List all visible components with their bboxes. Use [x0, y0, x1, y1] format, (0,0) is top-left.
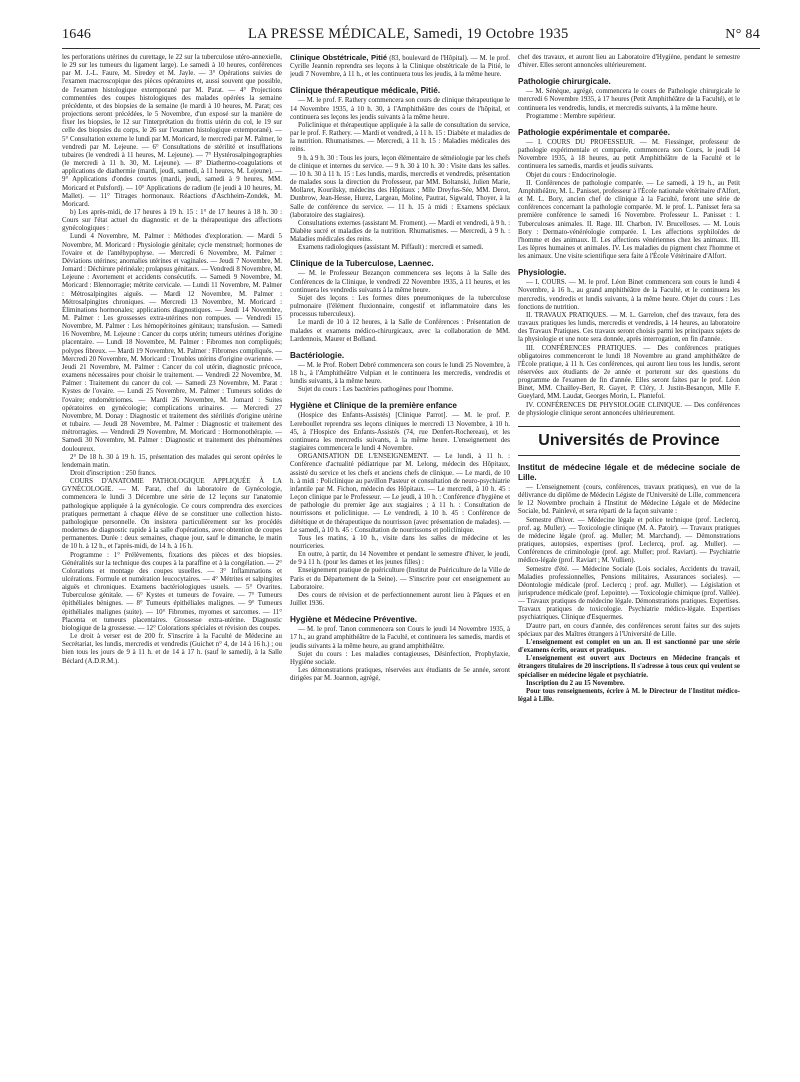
- section-title: Physiologie.: [518, 268, 567, 278]
- paragraph: ORGANISATION DE L'ENSEIGNEMENT. — Le lundi, à 11 h. : Conférence d'actualité pédiatrique par M. Lelong, médecin des Hôpitaux, assisté du service et les chefs et anciens chefs de clinique. — Le mardi, de 10 h. à midi : Policlinique au pavillon Pasteur et consultation de neuro-psychiatrie infantile par M. Fichon, médecin des Hôpitaux. — Le mercredi, à 10 h. 45 : Leçon clinique par le Professeur. — Le jeudi, à 10 h. : Conférence d'hygiène et de pathologie du premier âge aux stagiaires ; à 11 h. : Consultation de nourrissons et policlinique. — Le vendredi, à 10 h. 45 : Conférence de diététique et de thérapeutique du nourrisson (avec présentation de malades). — Le samedi, à 10 h. 45 : Consultation de nourrissons et policlinique.: [290, 453, 510, 534]
- section-divider: [518, 426, 740, 427]
- paragraph: — M. le prof. F. Rathery commencera son cours de clinique thérapeutique le 14 Novembre 1935, à 10 h. 30, à l'Amphithéâtre des cours de l'hôpital, et continuera ses leçons les jeudis suivants à la même heure.: [290, 97, 510, 121]
- paragraph: Sujet du cours : Les bactéries pathogènes pour l'homme.: [298, 386, 454, 394]
- paragraph: — I. COURS DU PROFESSEUR. — M. Fiessinger, professeur de pathologie expérimentale et comparée, commencera son Cours, le jeudi 14 Novembre 1935, à 18 heures, au petit Amphithéâtre de la Faculté et le continuera les samedis, mardis et jeudis suivants.: [518, 138, 740, 171]
- issue-number: N° 84: [725, 27, 760, 42]
- paragraph: — I. COURS. — M. le prof. Léon Binet commencera son cours le lundi 4 Novembre, à 16 h., au grand amphithéâtre de la Faculté, et le continuera les mercredis, vendredis et lundis suivants, à la même heure. Objet du cours : Les fonctions de nutrition.: [518, 279, 740, 311]
- page-number: 1646: [62, 27, 92, 42]
- paragraph: Programme : 1° Prélèvements, fixations des pièces et des biopsies. Généralités sur la technique des coupes à la paraffine et à la congélation. — 2° Colorations et montage des coupes usuelles. — 3° Inflammations et ulcérations. Formule et numération leucocytaires. — 4° Métrites et salpingites aiguës et chroniques. Examens bactériologiques usuels. — 5° Ovarites. Tuberculose génitale. — 6° Kystes et tumeurs de l'ovaire. — 7° Tumeurs épithéliales bénignes. — 8° Tumeurs épithéliales malignes. — 9° Tumeurs épithéliales malignes (suite). — 10° Fibromes, myomes et sarcomes. — 11° Placenta et tumeurs placentaires. Grossesse extra-utérine. Diagnostic biologique de la grossesse. — 12° Colorations spéciales et révision des coupes.: [62, 551, 282, 632]
- section-text: (83, boulevard de l'Hôpital). — M. le prof. Cyrille Jeannin reprendra ses leçons à la Clinique obstétricale de la Pitié, le jeudi 7 Novembre, à 11 h., et les continuera tous les jeudis, à la même heure.: [290, 55, 510, 79]
- paragraph: Le droit à verser est de 200 fr. S'inscrire à la Faculté de Médecine au Secrétariat, les lundis, mercredis et vendredis (Guichet n° 4, de 14 à 16 h.) ; ou bien tous les jours de 9 à 11 h. et de 14 à 17 h. (sauf le samedi), à la Salle Béclard (A.D.R.M.).: [62, 633, 282, 665]
- paragraph: Droit d'inscription : 250 francs.: [70, 469, 157, 477]
- paragraph: b) Les après-midi, de 17 heures à 19 h. 15 : 1° de 17 heures à 18 h. 30 : Cours sur l'état actuel du diagnostic et de la thérapeutique des affections gynécologiques :: [62, 208, 282, 233]
- paragraph: Sujet du cours : Les maladies contagieuses, Désinfection, Prophylaxie, Hygiène sociale.: [290, 650, 510, 666]
- column-2: [290, 54, 510, 1070]
- section-title: Bactériologie.: [290, 350, 345, 360]
- paragraph: Consultations externes (assistant M. Froment). — Mardi et vendredi, à 9 h. : Diabète sucré et maladies de la nutrition. Rhumatismes. — Mercredi, à 9 h. : Maladies médicales des reins.: [290, 219, 510, 244]
- paragraph: COURS D'ANATOMIE PATHOLOGIQUE APPLIQUÉE À LA GYNÉCOLOGIE. — M. Parat, chef du laboratoire de Gynécologie, commencera le lundi 3 Décembre une série de 12 leçons sur l'anatomie pathologique appliquée à la gynécologie. Ce cours comprendra des exercices pratiques permettant à chaque élève de se constituer une collection histo-pathologique personnelle. On insistera particulièrement sur les procédés modernes de diagnostic rapide à la salle d'opérations, avec obtention de coupes permanentes. Durée : deux semaines, chaque jour, sauf le dimanche, le matin de 10 h. à 12 h., et l'après-midi, de 14 h. à 16 h.: [62, 478, 282, 551]
- paragraph: L'enseignement est complet en un an. Il est sanctionné par une série d'examens écrits, oraux et pratiques.: [518, 638, 740, 655]
- paragraph: Sujet des leçons : Les formes dites pneumoniques de la tuberculose pulmonaire (l'élément fluxionnaire, congestif et inflammatoire dans les processus tuberculeux).: [290, 294, 510, 319]
- paragraph: — M. le prof. Tanon commencera son Cours le jeudi 14 Novembre 1935, à 17 h., au grand amphithéâtre de la Faculté, et continuera les samedis, mardis et jeudis suivants à la même heure, au grand amphithéâtre.: [290, 626, 510, 650]
- paragraph: Lundi 4 Novembre, M. Palmer : Méthodes d'exploration. — Mardi 5 Novembre, M. Moricard : Physiologie génitale; cycle menstruel; hormones de l'ovaire et de l'antéhypophyse. — Mercredi 6 Novembre, M. Palmer : Déviations utérines; anomalies utérines et vaginales. — Jeudi 7 Novembre, M. Jomard : Déchirure périnéale; prolapsus génitaux. — Vendredi 8 Novembre, M. Lejeune : Avortement et accidents consécutifs. — Samedi 9 Novembre, M. Moricard : Blennorragie; métrite cervicale. — Lundi 11 Novembre, M. Palmer : Métrosalpingites aiguës. — Mardi 12 Novembre, M. Palmer : Métrosalpingites chroniques. — Mercredi 13 Novembre, M. Moricard : Éliminations hormonales; applications diagnostiques. — Jeudi 14 Novembre, M. Palmer : Les grossesses extra-utérines non rompues. — Vendredi 15 Novembre, M. Palmer : Les hémopéritoines génitaux; transfusion. — Samedi 16 Novembre, M. Lejeune : Cancer du corps utérin; tumeurs utérines d'origine placentaire. — Lundi 18 Novembre, M. Palmer : Fibromes non compliqués; polypes fibreux. — Mardi 19 Novembre, M. Palmer : Fibromes compliqués. — Mercredi 20 Novembre, M. Moricard : Troubles utérins d'origine ovarienne. — Jeudi 21 Novembre, M. Palmer : Cancer du col utérin, diagnostic précoce, examens nécessaires pour choisir le traitement. — Vendredi 22 Novembre, M. Palmer : Traitement du cancer du col. — Samedi 23 Novembre, M. Parat : Kystes de l'ovaire. — Lundi 25 Novembre, M. Palmer : Tumeurs solides de l'ovaire; endométriomes. — Mardi 26 Novembre, M. Jomard : Suites opératoires en gynécologie; complications urinaires. — Mercredi 27 Novembre, M. Donay : Diagnostic et traitement des stérilités d'origine utérine et tubaire. — Jeudi 28 Novembre, M. Palmer : Diagnostic et traitement des métrorragies. — Vendredi 29 Novembre, M. Moricard : Hormonothérapie. — Samedi 30 Novembre, M. Palmer : Diagnostic et traitement des phénomènes douloureux.: [62, 233, 282, 453]
- paragraph: les perforations utérines du curettage, le 22 sur la tuberculose utéro-annexielle, le 29 sur les tumeurs du ligament large). Le samedi à 10 heures, conférences par M. J.-L. Faure, M. Siredey et M. Jayle. — 3° Opérations suivies de l'examen macroscopique des pièces opératoires et, aussi souvent que possible, de l'examen histologique extemporané par M. Parat. — 4° Projections commentées des coupes histologiques des malades opérées la semaine précédente, et des biopsies de la semaine (le mardi à 10 heures, M. Parat; ces projections seront précédées, le 5 Novembre, d'un exposé sur la manière de fixer les biopsies, le 12 sur l'interprétation du frottis utérin du col, le 19 sur celle des biopsies du corps, le 26 sur l'examen histologique extemporané). — 5° Consultation externe le lundi par M. Moricard, le mercredi par M. Palmer, le vendredi par M. Lejeune. — 6° Consultations de stérilité et insufflations tubaires (le vendredi à 11 heures, M. Lejeune). — 7° Hystérosalpingographies (le mercredi à 11 h. 30, M. Lejeune). — 8° Diathermo-coagulations et applications de diathermie (mardi, jeudi, samedi, à 11 heures, M. Lejeune). — 9° Applications d'ondes courtes (mardi, jeudi, samedi à 9 heures, MM. Moricard et Pulsford). — 10° Applications de radium (le jeudi à 10 heures, M. Mallet). — 11° Titrages hormonaux. Réactions d'Aschheim-Zondek, M. Moricard.: [62, 54, 282, 208]
- paragraph: Programme : Membre supérieur.: [526, 112, 616, 120]
- paragraph: Pour tous renseignements, écrire à M. le Directeur de l'Institut médico-légal à Lille.: [518, 687, 740, 703]
- paragraph: chef des travaux, et auront lieu au Laboratoire d'Hygiène, pendant le semestre d'hiver. Elles seront annoncées ultérieurement.: [518, 54, 740, 70]
- page-header: [62, 26, 760, 44]
- paragraph: — M. Sénèque, agrégé, commencera le cours de Pathologie chirurgicale le mercredi 6 Novembre 1935, à 17 heures (Petit Amphithéâtre de la Faculté), et le continuera les vendredis, lundis, et mercredis suivants, à la même heure.: [518, 88, 740, 112]
- universities-heading: Universités de Province: [538, 431, 720, 449]
- paragraph: — M. le Professeur Bezançon commencera ses leçons à la Salle des Conférences de la Clinique, le vendredi 22 Novembre 1935, à 11 heures, et les continuera les vendredis suivants à la même heure.: [290, 270, 510, 294]
- paragraph: Examens radiologiques (assistant M. Piffault) : mercredi et samedi.: [298, 244, 484, 252]
- journal-title: LA PRESSE MÉDICALE, Samedi, 19 Octobre 1935: [247, 26, 569, 42]
- paragraph: — L'enseignement (cours, conférences, travaux pratiques), en vue de la délivrance du diplôme de Médecin Légiste de l'Université de Lille, commencera le 12 Novembre prochain à l'Institut de Médecine Légale et de Médecine Sociale, bd. Painlevé, et sera réparti de la façon suivante :: [518, 483, 740, 516]
- paragraph: En outre, à partir, du 14 Novembre et pendant le semestre d'hiver, le jeudi, de 9 à 11 h. (pour les dames et les jeunes filles) :: [290, 551, 510, 567]
- paragraph: II. TRAVAUX PRATIQUES. — M. L. Garrelon, chef des travaux, fera des travaux pratiques les lundis, mercredis et vendredis, à 14 heures, au laboratoire des Travaux Pratiques. Ces travaux seront choisis parmi les principaux sujets de la physiologie et une note sera donnée, après interrogation, en fin d'année.: [518, 311, 740, 344]
- paragraph: Semestre d'hiver. — Médecine légale et police technique (prof. Leclercq, prof. ag. Muller). — Toxicologie clinique (M. A. Patoir). — Travaux pratiques de médecine légale (prof. ag. Muller; M. Marchand). — Démonstrations pratiques, autopsies, expertises (prof. Leclercq, prof. ag. Muller). — Conférences de criminologie (prof. agr. Muller; prof. Raviart). — Psychiatrie médico-légale (prof. Raviart ; M. Vullien).: [518, 516, 740, 565]
- paragraph: Semestre d'été. — Médecine Sociale (Lois sociales, Accidents du travail, Maladies professionnelles, Pensions militaires, Assurances sociales). — Déontologie médicale (prof. Leclercq ; prof. agr. Muller). — Législation et jurisprudence médicale (prof. Lepointe). — Toxicologie chimique (prof. Vallée). — Travaux pratiques de médecine légale. Démonstrations pratiques. Expertises. Travaux pratiques de toxicologie. Psychiatrie médico-légale. Expertises psychiatriques. Clinique d'Esquermes.: [518, 565, 740, 622]
- section-title: Clinique de la Tuberculose, Laennec.: [290, 259, 434, 269]
- paragraph: Policlinique et thérapeutique appliquée à la salle de consultation du service, par le prof. F. Rathery. — Mardi et vendredi, à 11 h. 15 : Diabète et maladies de la nutrition. Rhumatismes. — Mercredi, à 11 h. 15 : Maladies médicales des reins.: [290, 121, 510, 154]
- section-title: Clinique thérapeutique médicale, Pitié.: [290, 86, 441, 96]
- section-title: Pathologie chirurgicale.: [518, 77, 611, 87]
- paragraph: — M. le Prof. Robert Debré commencera son cours le lundi 25 Novembre, à 18 h., à l'Amphithéâtre Vulpian et le continuera les mercredis, vendredis et lundis suivants, à la même heure.: [290, 361, 510, 386]
- section-title: Institut de médecine légale et de médecine sociale de Lille.: [518, 462, 740, 482]
- section-divider: [518, 455, 740, 456]
- section-title: Clinique Obstétricale, Pitié: [290, 54, 388, 62]
- section-title: Hygiène et Clinique de la première enfance: [290, 401, 457, 411]
- paragraph: 2° De 18 h. 30 à 19 h. 15, présentation des malades qui seront opérées le lendemain matin.: [62, 453, 282, 469]
- paragraph: 9 h. à 9 h. 30 : Tous les jours, leçon élémentaire de séméiologie par les chefs de clinique et internes du service. — 9 h. 30 à 10 h. 30 : Visite dans les salles. — 10 h. 30 à 11 h. 15 : Les lundis, mardis, mercredis et vendredis, présentation de malades sous la direction du Professeur, par MM. Boltanski, Julien Marie, Mollaret, Kourilsky, médecins des Hôpitaux ; Mlle Dreyfus-Sée, MM. Derot, Dunbrow, Jean-Hesse, Hurez, Largeau, Moline, Pautrat, Sigwald, Thoyer, à la Salle de conférence du service. — 11 h. 15 à midi : Examens spéciaux (laboratoire des stagiaires).: [290, 154, 510, 219]
- paragraph: III. CONFÉRENCES PRATIQUES. — Des conférences pratiques obligatoires commenceront le lundi 18 Novembre au grand amphithéâtre de l'École pratique, à 11 h. Ces conférences, qui auront lieu tous les lundis, seront réservées aux étudiants de 2e année et porteront sur des questions du programme de l'examen de fin d'année. Elles seront faites par le prof. Léon Binet, MM. Chailley-Bert, R. Gayet, P. Cléry, J. Justin-Besançon, Mlle F. Gueylard, MM. Laudat, Georges Morin, L. Plantefol.: [518, 344, 740, 401]
- paragraph: Le mardi de 10 à 12 heures, à la Salle de Conférences : Présentation de malades et examens médico-chirurgicaux, avec la collaboration de MM. Lardennois, Maurer et Bolland.: [290, 319, 510, 343]
- paragraph: Enseignement pratique de puériculture (Institut de Puériculture de la Ville de Paris et du Département de la Seine). — S'inscrire pour cet enseignement au Laboratoire.: [290, 567, 510, 591]
- paragraph: IV. CONFÉRENCES DE PHYSIOLOGIE CLINIQUE. — Des conférences de physiologie clinique seront annoncées ultérieurement.: [518, 401, 740, 417]
- paragraph: Des cours de révision et de perfectionnement auront lieu à Pâques et en Juillet 1936.: [290, 591, 510, 608]
- paragraph: Tous les matins, à 10 h., visite dans les salles de médecine et les nourriceries.: [290, 534, 510, 550]
- header-rule: [62, 48, 760, 49]
- column-1: [62, 54, 282, 1070]
- paragraph: Inscription du 2 au 15 Novembre.: [526, 679, 625, 687]
- paragraph: (Hospice des Enfants-Assistés) [Clinique Parrot]. — M. le prof. P. Lereboullet reprendra ses leçons cliniques le mercredi 13 Novembre, à 10 h. 45, à l'Hospice des Enfants-Assistés (74, rue Denfert-Rochereau), et les continuera les mercredis suivants, à la même heure. L'enseignement des stagiaires commencera le lundi 4 Novembre.: [290, 412, 510, 453]
- paragraph: D'autre part, en cours d'année, des conférences seront faites sur des sujets spéciaux par des Maîtres étrangers à l'Université de Lille.: [518, 622, 740, 638]
- section-obstetric: [290, 54, 510, 79]
- section-title: Pathologie expérimentale et comparée.: [518, 127, 670, 137]
- paragraph: L'enseignement est ouvert aux Docteurs en Médecine français et étrangers titulaires de 20 inscriptions. Il s'adresse à tous ceux qui veulent se spécialiser en médecine légale et psychiatrie.: [518, 655, 740, 679]
- paragraph: Les démonstrations pratiques, réservées aux étudiants de 5e année, seront dirigées par M. Joannon, agrégé,: [290, 667, 510, 683]
- section-title: Hygiène et Médecine Préventive.: [290, 615, 417, 625]
- paragraph: Objet du cours : Endocrinologie.: [526, 171, 617, 179]
- column-3: [518, 54, 740, 1070]
- paragraph: II. Conférences de pathologie comparée. — Le samedi, à 19 h., au Petit Amphithéâtre, M. L. Panisset, professeur à l'École nationale vétérinaire d'Alfort, et M. L. Bory, ancien chef de clinique à la Faculté, feront une série de conférences concernant la pathologie comparée. M. le prof. L. Panisset fera sa première conférence le samedi 16 Novembre. Professeur L. Panisset : I. Tuberculoses animales. II. Rage. III. Charbon. IV. Brucelloses. — M. Louis Bory : Dermato-vénéréologie comparée. I. Les affections syphiloïdes de l'homme et des animaux. II. Les affections vénériennes chez les animaux. III. Les lèpres humaines et animales. IV. Les maladies du pigment chez l'homme et les animaux. Une visite scientifique sera faite à l'École Vétérinaire d'Alfort.: [518, 179, 740, 261]
